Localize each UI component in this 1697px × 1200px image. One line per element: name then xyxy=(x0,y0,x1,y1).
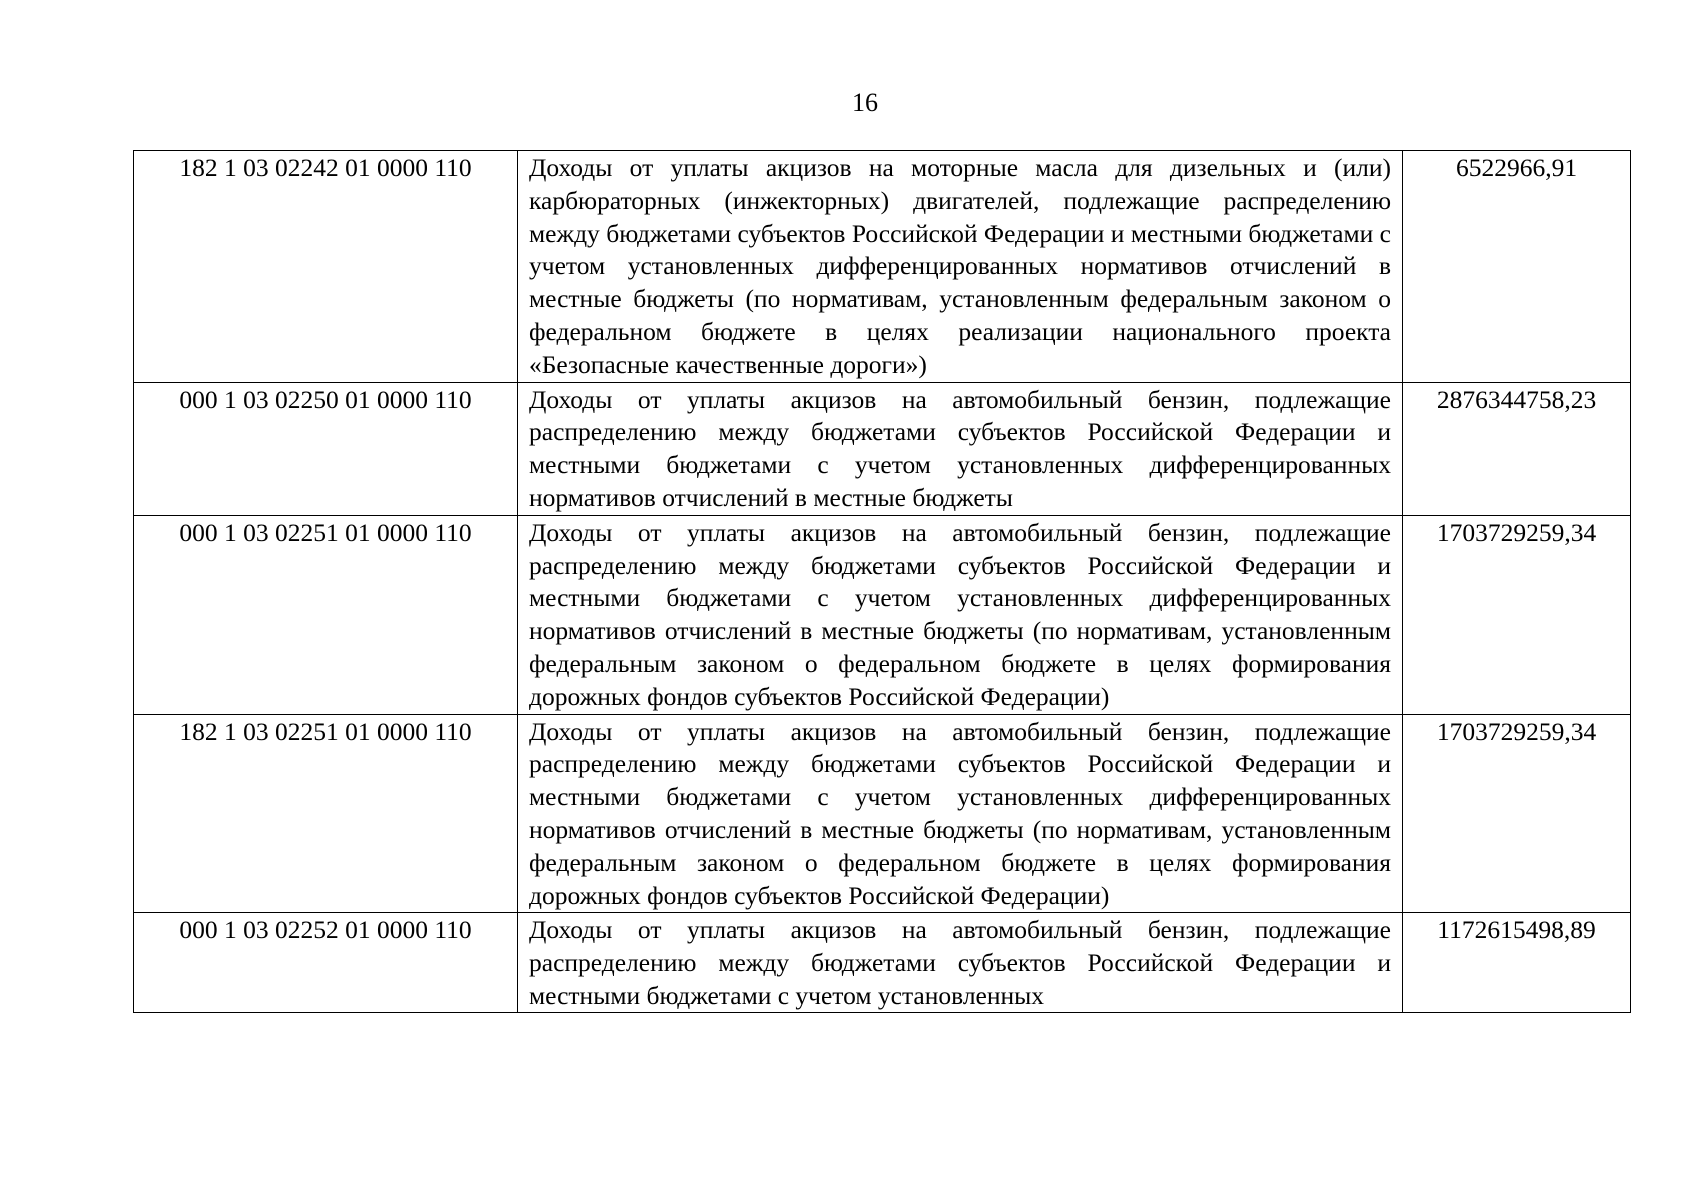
amount-cell: 6522966,91 xyxy=(1403,151,1631,383)
amount-cell: 1703729259,34 xyxy=(1403,714,1631,913)
revenue-table-body xyxy=(134,151,1631,1013)
budget-code-cell: 000 1 03 02251 01 0000 110 xyxy=(134,515,518,714)
revenue-description-cell: Доходы от уплаты акцизов на моторные масла для дизельных и (или) карбюраторных (инжекторных) двигателей, подлежащие распределению между бюджетами субъектов Российской Федерации и местными бюджетами с учетом установленных дифференцированных нормативов отчислений в местные бюджеты (по нормативам, установленным федеральным законом о федеральном бюджете в целях реализации национального проекта «Безопасные качественные дороги») xyxy=(518,151,1403,383)
revenue-table xyxy=(133,150,1631,1013)
revenue-description-cell: Доходы от уплаты акцизов на автомобильный бензин, подлежащие распределению между бюджетами субъектов Российской Федерации и местными бюджетами с учетом установленных дифференцированных нормативов отчислений в местные бюджеты xyxy=(518,382,1403,515)
table-row xyxy=(134,913,1631,1013)
revenue-description-cell: Доходы от уплаты акцизов на автомобильный бензин, подлежащие распределению между бюджетами субъектов Российской Федерации и местными бюджетами с учетом установленных дифференцированных нормативов отчислений в местные бюджеты (по нормативам, установленным федеральным законом о федеральном бюджете в целях формирования дорожных фондов субъектов Российской Федерации) xyxy=(518,714,1403,913)
budget-code-cell: 182 1 03 02242 01 0000 110 xyxy=(134,151,518,383)
table-row xyxy=(134,714,1631,913)
page-number: 16 xyxy=(852,88,878,117)
amount-text: 1172615498,89 xyxy=(1437,915,1596,945)
budget-code-cell: 182 1 03 02251 01 0000 110 xyxy=(134,714,518,913)
revenue-description-cell: Доходы от уплаты акцизов на автомобильный бензин, подлежащие распределению между бюджетами субъектов Российской Федерации и местными бюджетами с учетом установленных дифференцированных нормативов отчислений в местные бюджеты (по нормативам, установленным федеральным законом о федеральном бюджете в целях формирования дорожных фондов субъектов Российской Федерации) xyxy=(518,515,1403,714)
revenue-description-cell xyxy=(518,913,1403,1013)
budget-code-text: 000 1 03 02252 01 0000 110 xyxy=(179,915,472,945)
table-row xyxy=(134,382,1631,515)
budget-code-cell: 000 1 03 02250 01 0000 110 xyxy=(134,382,518,515)
amount-cell xyxy=(1403,913,1631,1013)
amount-cell: 1703729259,34 xyxy=(1403,515,1631,714)
amount-cell: 2876344758,23 xyxy=(1403,382,1631,515)
table-row xyxy=(134,151,1631,383)
table-row xyxy=(134,515,1631,714)
revenue-description-text: Доходы от уплаты акцизов на автомобильный бензин, подлежащие распределению между бюджетами субъектов Российской Федерации и местными бюджетами с учетом установленных xyxy=(529,915,1391,1010)
budget-code-cell xyxy=(134,913,518,1013)
